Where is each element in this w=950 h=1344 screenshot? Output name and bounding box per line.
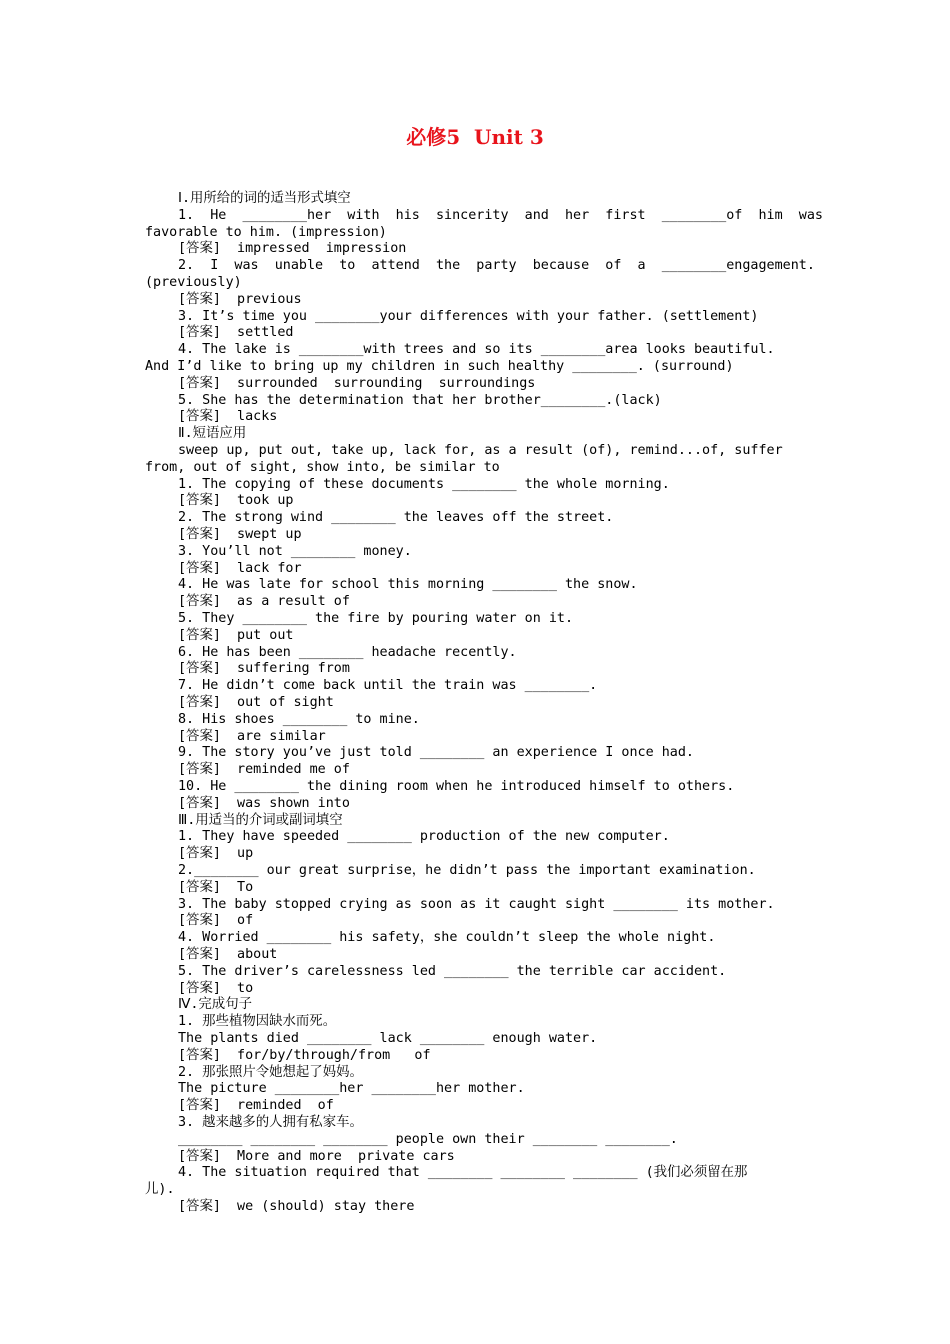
text-line: 3. You’ll not ________ money. (178, 543, 412, 559)
text-line: [答案] reminded me of (178, 762, 350, 778)
text-line: [答案] up (178, 846, 254, 862)
text-line: ________ ________ ________ people own their ________ ________. (178, 1131, 678, 1147)
text-line: [答案] reminded of (178, 1098, 334, 1114)
page-title: 必修5 Unit 3 (406, 125, 544, 149)
text-line: [答案] previous (178, 291, 302, 307)
text-line: 1. The copying of these documents ________ the whole morning. (178, 476, 670, 492)
text-line: [答案] was shown into (178, 795, 350, 811)
text-line: 3. The baby stopped crying as soon as it caught sight ________ its mother. (178, 896, 775, 912)
text-line: 5. They ________ the fire by pouring water on it. (178, 611, 574, 626)
text-line: [答案] out of sight (178, 695, 334, 710)
text-line: 6. He has been ________ headache recently. (178, 644, 517, 660)
text-line: 10. He ________ the dining room when he introduced himself to others. (178, 779, 735, 794)
text-line: [答案] lack for (178, 560, 302, 576)
text-line: 儿). (145, 1182, 175, 1198)
text-line: 4. He was late for school this morning ________ the snow. (178, 577, 638, 593)
text-line: [答案] to (178, 980, 254, 996)
text-line: sweep up, put out, take up, lack for, as a result (of), remind...of, suffer (178, 443, 783, 458)
text-line: [答案] settled (178, 325, 294, 341)
text-line: 9. The story you’ve just told ________ an experience I once had. (178, 745, 694, 761)
text-line: 2. I was unable to attend the party because of a ________engagement. (178, 258, 815, 274)
text-line: [答案] are similar (178, 728, 326, 744)
text-line: [答案] of (178, 913, 254, 929)
text-line: 1. 那些植物因缺水而死。 (178, 1014, 337, 1030)
text-line: 2.________ our great surprise，he didn’t pass the important examination. (178, 863, 756, 878)
text-line: 2. The strong wind ________ the leaves off the street. (178, 510, 614, 526)
text-line: [答案] To (178, 879, 254, 895)
text-line: [答案] lacks (178, 409, 278, 425)
text-line: Ⅳ.完成句子 (178, 997, 252, 1013)
text-line: 2. 那张照片令她想起了妈妈。 (178, 1064, 363, 1080)
text-line: from, out of sight, show into, be similar to (145, 459, 500, 475)
text-line: 3. 越来越多的人拥有私家车。 (178, 1115, 363, 1130)
text-line: 5. She has the determination that her brother________.(lack) (178, 392, 662, 408)
text-line: [答案] swept up (178, 527, 302, 542)
text-line: [答案] surrounded surrounding surroundings (178, 375, 536, 391)
text-line: 4. Worried ________ his safety，she couldn’t sleep the whole night. (178, 930, 716, 946)
text-line: [答案] took up (178, 493, 294, 509)
text-line: 5. The driver’s carelessness led ________ the terrible car accident. (178, 963, 727, 979)
text-line: [答案] More and more private cars (178, 1148, 455, 1164)
text-line: 8. His shoes ________ to mine. (178, 711, 420, 727)
text-line: The plants died ________ lack ________ enough water. (178, 1031, 598, 1046)
text-line: Ⅲ.用适当的介词或副词填空 (178, 812, 343, 828)
text-line: (previously) (145, 275, 242, 290)
text-line: Ⅱ.短语应用 (178, 426, 247, 442)
text-line: 4. The lake is ________with trees and so its ________area looks beautiful. (178, 342, 775, 358)
text-line: [答案] as a result of (178, 594, 350, 610)
text-line: 4. The situation required that ________ ________ ________ (我们必须留在那 (178, 1165, 748, 1181)
text-line: The picture ________her ________her mother. (178, 1081, 525, 1097)
text-line: 3. It’s time you ________your differences with your father. (settlement) (178, 308, 759, 324)
text-line: 1. He ________her with his sincerity and her first ________of him was (178, 207, 823, 223)
text-line: [答案] impressed impression (178, 241, 407, 257)
text-line: [答案] we (should) stay there (178, 1199, 415, 1214)
text-line: [答案] put out (178, 627, 294, 643)
text-line: [答案] about (178, 947, 278, 962)
text-line: favorable to him. (impression) (145, 224, 387, 240)
text-line: 1. They have speeded ________ production of the new computer. (178, 829, 670, 845)
text-line: [答案] suffering from (178, 661, 350, 677)
text-line: Ⅰ.用所给的词的适当形式填空 (178, 191, 351, 206)
text-line: 7. He didn’t come back until the train was ________. (178, 678, 598, 694)
text-line: [答案] for/by/through/from of (178, 1047, 431, 1063)
text-line: And I’d like to bring up my children in such healthy ________. (surround) (145, 359, 734, 374)
